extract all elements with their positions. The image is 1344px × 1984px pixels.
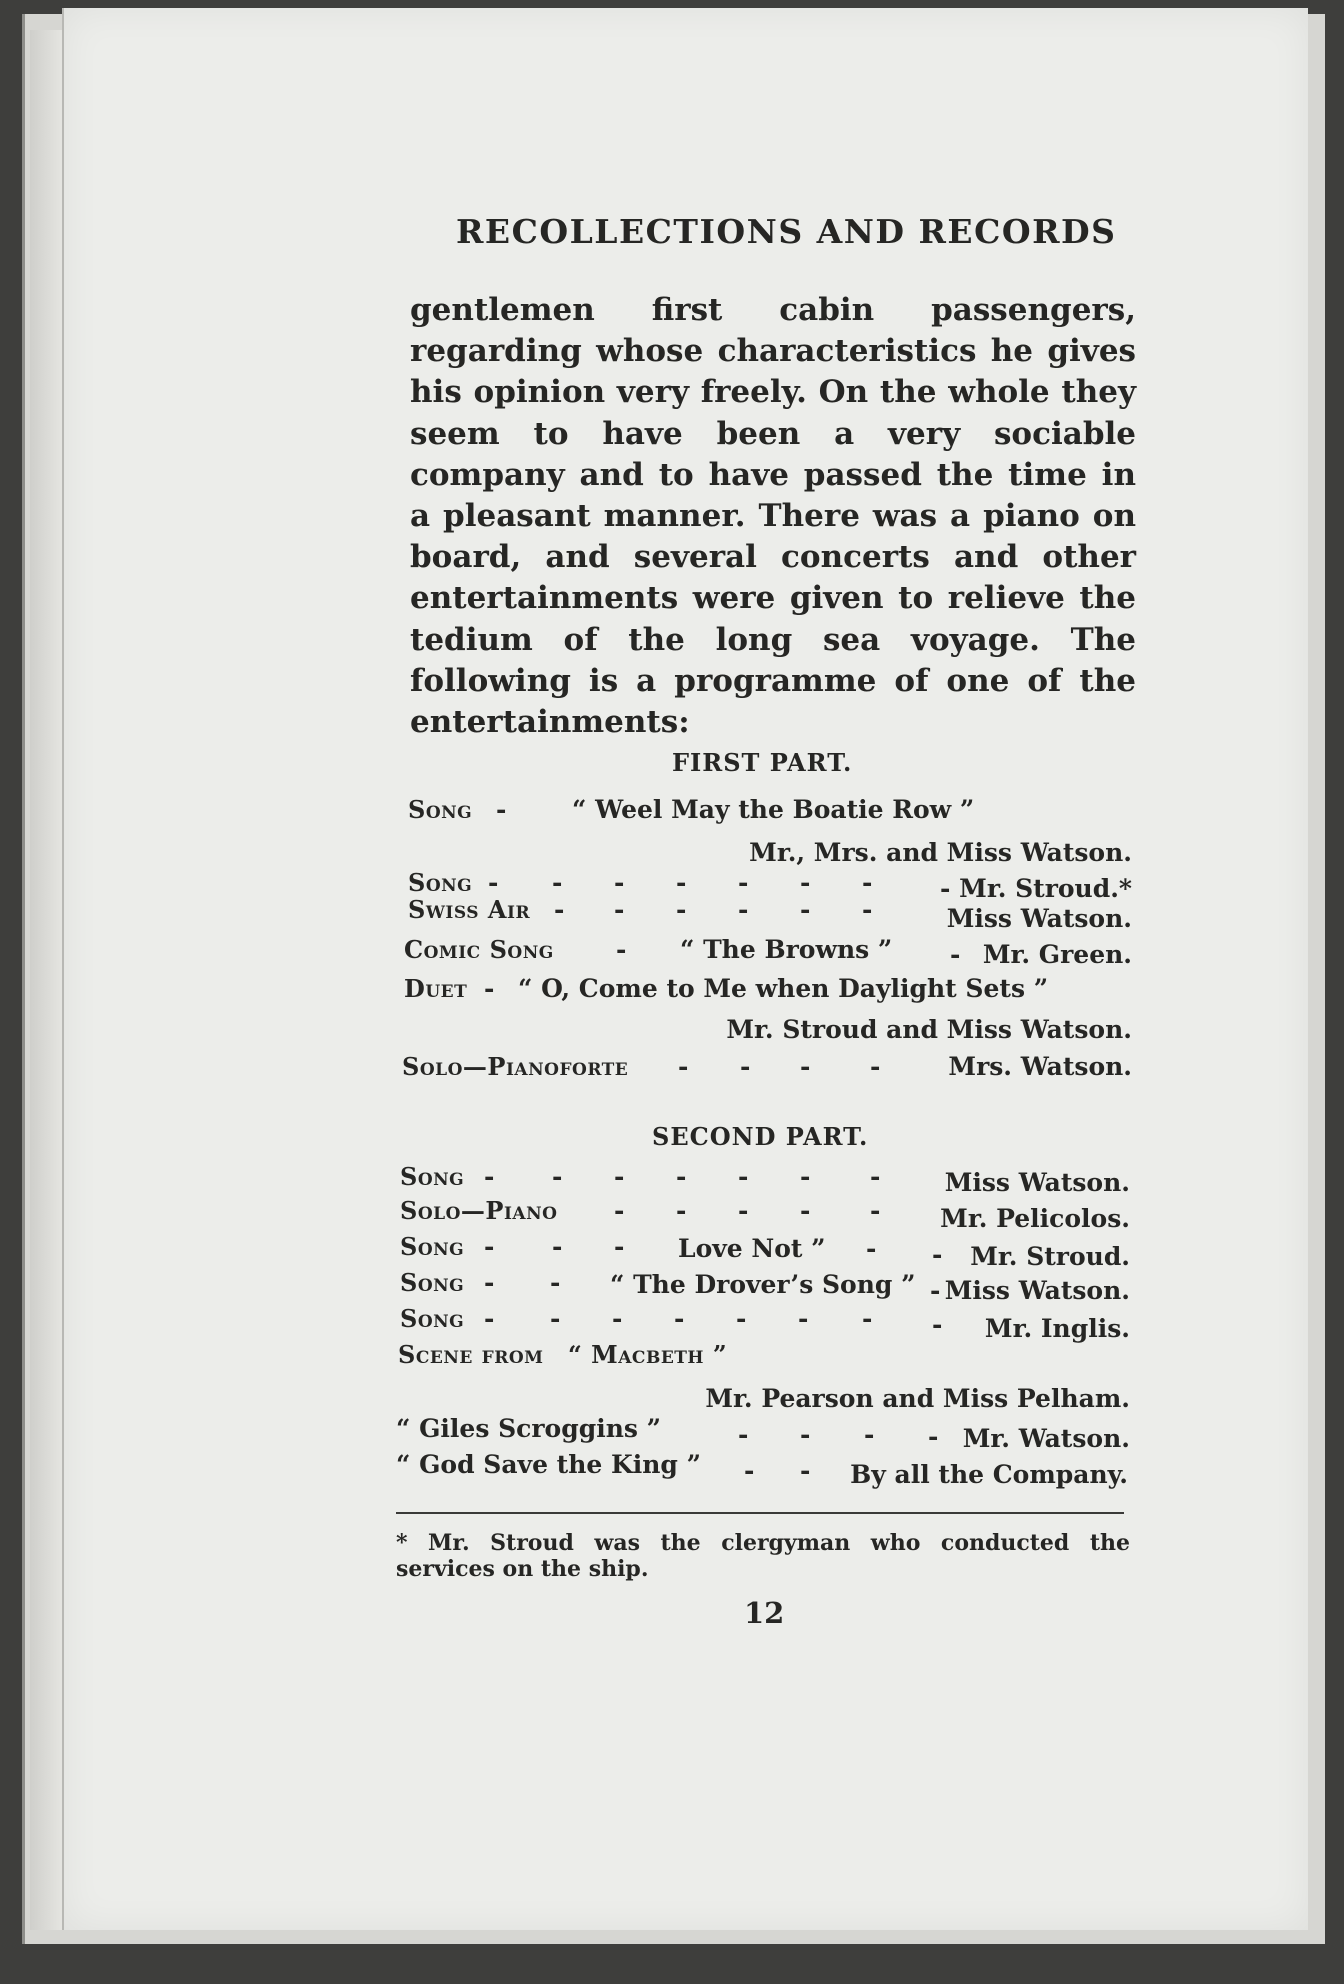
leader-dash: - [496,795,507,824]
programme-item-performer: Miss Watson. [944,1276,1130,1305]
leader-dash: - [614,1196,625,1225]
leader-dash: - [744,1456,755,1485]
leader-dash: - [862,895,873,924]
programme-item-title: “ The Drover’s Song ” [610,1270,916,1299]
leader-dash: - [800,1420,811,1449]
programme-item-type: Song [400,1162,465,1191]
leader-dash: - [676,895,687,924]
footnote-rule [396,1512,1124,1514]
leader-dash: - [676,868,687,897]
leader-dash: - [930,1276,941,1305]
leader-dash: - [614,895,625,924]
leader-dash: - [738,868,749,897]
running-header: RECOLLECTIONS AND RECORDS [456,212,1117,251]
leader-dash: - [738,1196,749,1225]
leader-dash: - [488,868,499,897]
programme-item-type: Solo—Piano [400,1196,558,1225]
programme-item-performer: Mrs. Watson. [948,1052,1132,1081]
leader-dash: - [738,1162,749,1191]
programme-item-title: “ O, Come to Me when Daylight Sets ” [518,974,1049,1003]
leader-dash: - [740,1052,751,1081]
leader-dash: - [614,1162,625,1191]
leader-dash: - [870,1162,881,1191]
leader-dash: - [484,1304,495,1333]
programme-item-performer: Miss Watson. [946,904,1132,933]
page-number: 12 [744,1596,785,1630]
leader-dash: - [676,1162,687,1191]
leader-dash: - [674,1304,685,1333]
leader-dash: - [862,868,873,897]
leader-dash: - [800,868,811,897]
second-part-title: SECOND PART. [652,1122,869,1151]
leader-dash: - [940,874,951,903]
leader-dash: - [484,1232,495,1261]
programme-item-performer: By all the Company. [850,1460,1128,1489]
leader-dash: - [928,1422,939,1451]
programme-item-type: Song [408,868,473,897]
leader-dash: - [800,895,811,924]
programme-item-type: Song [408,795,473,824]
leader-dash: - [738,1420,749,1449]
body-paragraph: gentlemen first cabin passengers, regarding whose characteristics he gives his opinion very freely. On the whole they seem to have been a very sociable company and to have passed the time in a pleasant manner. There was a piano on board, and several concerts and other entertainments were given to relieve the tedium of the long sea voyage. The following is a programme of one of the entertainments: [410,292,1136,741]
programme-item-performer: Mr. Green. [982,940,1132,969]
programme-item-title: Love Not ” [678,1234,826,1263]
programme-item-type: Swiss Air [408,895,531,924]
programme-item-type: Solo—Pianoforte [402,1052,629,1081]
programme-item-title: “ The Browns ” [680,935,893,964]
leader-dash: - [870,1052,881,1081]
leader-dash: - [862,1304,873,1333]
programme-item-performer: Mr. Pearson and Miss Pelham. [705,1384,1130,1413]
leader-dash: - [484,1268,495,1297]
leader-dash: - [614,1232,625,1261]
leader-dash: - [614,868,625,897]
leader-dash: - [736,1304,747,1333]
leader-dash: - [798,1304,809,1333]
programme-item-type: Duet [404,974,468,1003]
programme-item-type: Song [400,1268,465,1297]
programme-item-type: Comic Song [404,935,554,964]
leader-dash: - [552,868,563,897]
leader-dash: - [676,1196,687,1225]
first-part-title: FIRST PART. [672,748,853,777]
programme-item-performer: Miss Watson. [944,1168,1130,1197]
programme-item-performer: Mr. Pelicolos. [940,1204,1130,1233]
leader-dash: - [552,1162,563,1191]
programme-item-title: “ Macbeth ” [568,1340,728,1369]
leader-dash: - [678,1052,689,1081]
leader-dash: - [738,895,749,924]
leader-dash: - [484,1162,495,1191]
leader-dash: - [800,1162,811,1191]
leader-dash: - [616,935,627,964]
programme-item-performer: Mr. Inglis. [984,1314,1130,1343]
leader-dash: - [870,1196,881,1225]
leader-dash: - [550,1268,561,1297]
leader-dash: - [800,1196,811,1225]
programme-item-performer: Mr. Stroud and Miss Watson. [726,1015,1132,1044]
leader-dash: - [864,1420,875,1449]
leader-dash: - [932,1240,943,1269]
leader-dash: - [484,974,495,1003]
leader-dash: - [800,1456,811,1485]
leader-dash: - [800,1052,811,1081]
leader-dash: - [932,1310,943,1339]
programme-item-type: Song [400,1304,465,1333]
programme-item-title: “ Giles Scroggins ” [396,1414,662,1443]
programme-item-performer: Mr. Stroud. [970,1242,1130,1271]
programme-item-performer: Mr. Watson. [962,1424,1130,1453]
programme-item-performer: Mr. Stroud.* [959,874,1132,903]
programme-item-type: Song [400,1232,465,1261]
leader-dash: - [552,1232,563,1261]
programme-item-performer: Mr., Mrs. and Miss Watson. [749,838,1132,867]
leader-dash: - [950,940,961,969]
footnote: * Mr. Stroud was the clergyman who conducted the services on the ship. [396,1530,1130,1582]
leader-dash: - [612,1304,623,1333]
programme-item-type: Scene from [398,1340,544,1369]
leader-dash: - [554,895,565,924]
page-edge [30,30,64,1930]
programme-item-title: “ God Save the King ” [396,1450,701,1479]
leader-dash: - [550,1304,561,1333]
programme-item-title: “ Weel May the Boatie Row ” [572,795,975,824]
leader-dash: - [866,1234,877,1263]
